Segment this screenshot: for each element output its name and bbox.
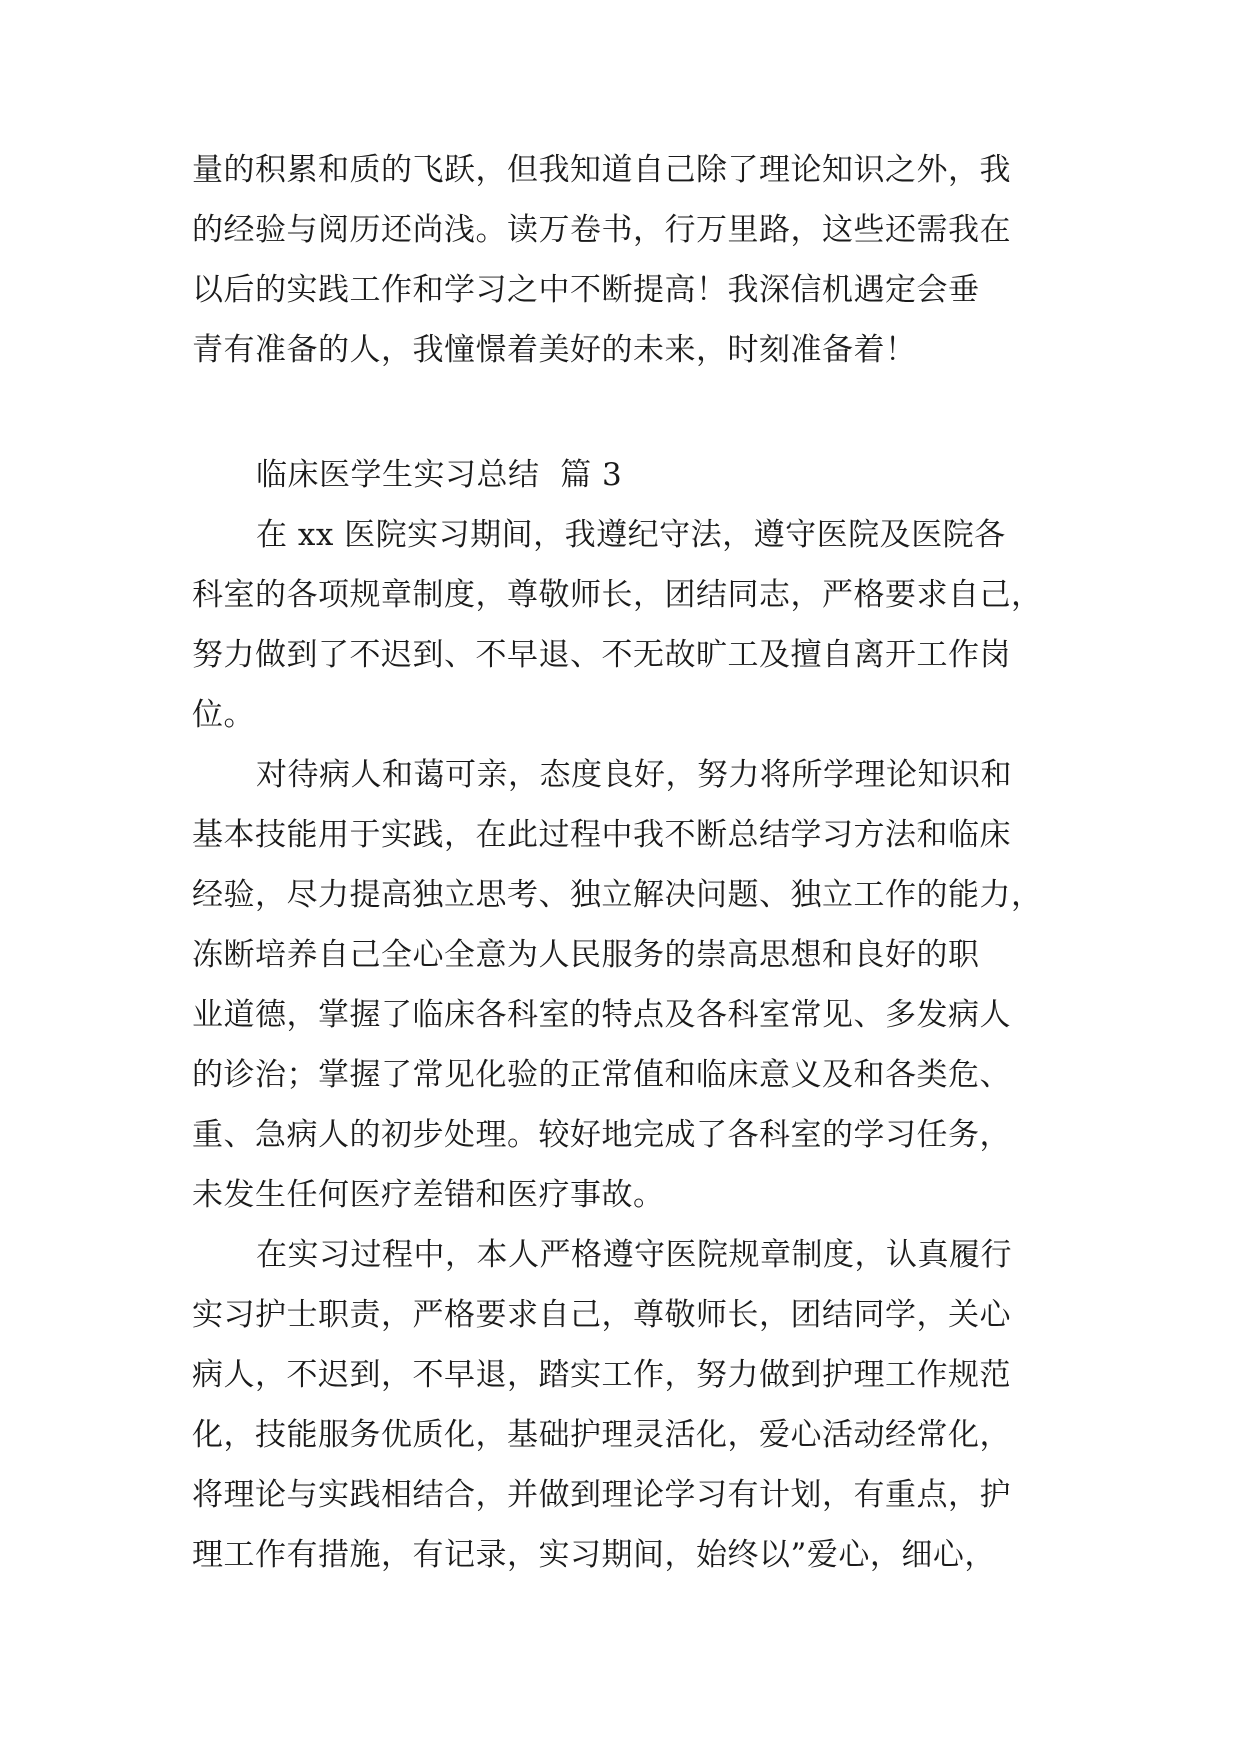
text-line: 重、急病人的初步处理。较好地完成了各科室的学习任务， — [192, 1117, 1011, 1153]
text-line: 努力做到了不迟到、不早退、不无故旷工及擅自离开工作岗 — [192, 637, 1011, 673]
text-line: 冻断培养自己全心全意为人民服务的崇高思想和良好的职 — [192, 937, 980, 973]
section-title: 临床医学生实习总结 篇 3 — [256, 457, 623, 493]
text-line: 科室的各项规章制度，尊敬师长，团结同志，严格要求自己， — [192, 577, 1043, 613]
text-line: 青有准备的人，我憧憬着美好的未来，时刻准备着！ — [192, 332, 917, 368]
text-line: 在 xx 医院实习期间，我遵纪守法，遵守医院及医院各 — [256, 517, 1006, 553]
text-line: 量的积累和质的飞跃，但我知道自己除了理论知识之外，我 — [192, 152, 1011, 188]
text-line: 理工作有措施，有记录，实习期间，始终以”爱心，细心， — [192, 1537, 996, 1573]
text-line: 位。 — [192, 697, 255, 733]
text-line: 经验，尽力提高独立思考、独立解决问题、独立工作的能力， — [192, 877, 1043, 913]
text-line: 在实习过程中，本人严格遵守医院规章制度，认真履行 — [256, 1237, 1012, 1273]
text-line: 业道德，掌握了临床各科室的特点及各科室常见、多发病人 — [192, 997, 1011, 1033]
text-line: 的诊治；掌握了常见化验的正常值和临床意义及和各类危、 — [192, 1057, 1011, 1093]
text-line: 化，技能服务优质化，基础护理灵活化，爱心活动经常化， — [192, 1417, 1011, 1453]
text-line: 实习护士职责，严格要求自己，尊敬师长，团结同学，关心 — [192, 1297, 1011, 1333]
text-line: 基本技能用于实践，在此过程中我不断总结学习方法和临床 — [192, 817, 1011, 853]
text-line: 对待病人和蔼可亲，态度良好，努力将所学理论知识和 — [256, 757, 1012, 793]
text-line: 以后的实践工作和学习之中不断提高！我深信机遇定会垂 — [192, 272, 980, 308]
text-line: 将理论与实践相结合，并做到理论学习有计划，有重点，护 — [192, 1477, 1011, 1513]
text-line: 病人，不迟到，不早退，踏实工作，努力做到护理工作规范 — [192, 1357, 1011, 1393]
text-line: 的经验与阅历还尚浅。读万卷书，行万里路，这些还需我在 — [192, 212, 1011, 248]
text-line: 未发生任何医疗差错和医疗事故。 — [192, 1177, 665, 1213]
